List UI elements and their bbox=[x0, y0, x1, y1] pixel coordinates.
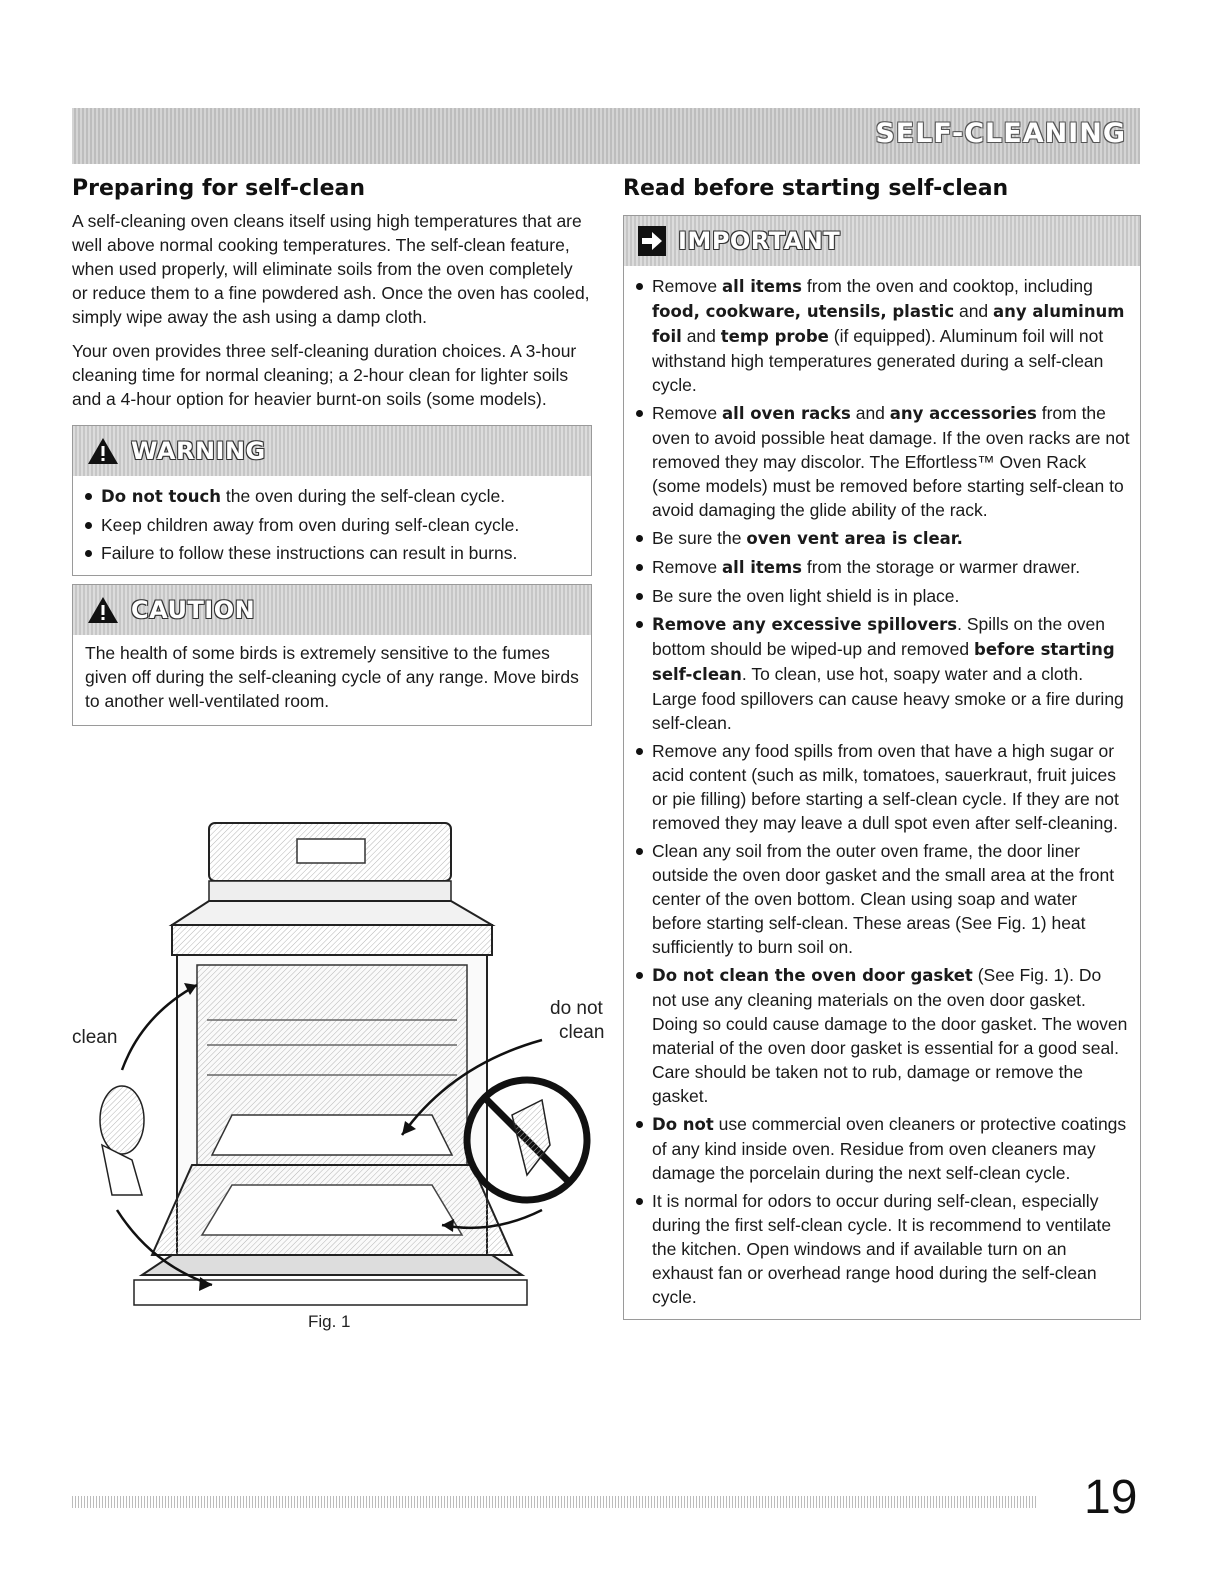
caution-header bbox=[73, 585, 591, 635]
important-item: Be sure the oven light shield is in place. bbox=[636, 584, 1130, 608]
important-item: It is normal for odors to occur during self-clean, especially during the first self-clean cycle. It is recommend to ventilate the kitchen. Open windows and if available turn on an exhaust fan or overhead range hood during the self-clean cycle. bbox=[636, 1189, 1130, 1309]
warning-item: Failure to follow these instructions can result in burns. bbox=[85, 541, 581, 565]
important-item: Clean any soil from the outer oven frame, the door liner outside the oven door gasket and the small area at the front center of the oven bottom. Clean using soap and water before starting self-clean. These areas (See Fig. 1) heat sufficiently to burn soil on. bbox=[636, 839, 1130, 959]
important-item: Do not use commercial oven cleaners or protective coatings of any kind inside oven. Residue from oven cleaners may damage the porcelain during the next self-clean cycle. bbox=[636, 1112, 1130, 1185]
important-item: Be sure the oven vent area is clear. bbox=[636, 526, 1130, 551]
warning-list bbox=[73, 484, 591, 565]
warning-header bbox=[73, 426, 591, 476]
do-not-clean-label: clean bbox=[559, 1022, 605, 1043]
page-number: 19 bbox=[1084, 1471, 1138, 1524]
important-header bbox=[624, 216, 1140, 266]
do-not-label: do not bbox=[550, 998, 603, 1019]
warning-icon bbox=[87, 437, 119, 465]
caution-icon bbox=[87, 596, 119, 624]
important-item: Remove any food spills from oven that have a high sugar or acid content (such as milk, tomatoes, sauerkraut, fruit juices or pie filling) before starting a self-clean cycle. If they are not removed they may leave a dull spot even after self-cleaning. bbox=[636, 739, 1130, 835]
footer-rule bbox=[72, 1496, 1038, 1508]
intro-paragraph: A self-cleaning oven cleans itself using high temperatures that are well above normal cooking temperatures. The self-clean feature, when used properly, will eliminate soils from the oven completely or reduce them to a fine powdered ash. Once the oven has cooled, simply wipe away the ash using a damp cloth. bbox=[72, 211, 590, 327]
important-title: IMPORTANT bbox=[678, 227, 841, 255]
warning-item: Do not touch the oven during the self-clean cycle. bbox=[85, 484, 581, 509]
arrow-right-icon bbox=[638, 226, 666, 256]
caution-title: CAUTION bbox=[131, 596, 256, 624]
important-item: Remove all oven racks and any accessories from the oven to avoid possible heat damage. If the oven racks are not removed they may discolor. The Effortless™ Oven Rack (some models) must be removed before starting self-clean to avoid damaging the glide ability of the rack. bbox=[636, 401, 1130, 522]
clean-label: clean bbox=[72, 1027, 118, 1048]
important-item: Remove any excessive spillovers. Spills on the oven bottom should be wiped-up and removed before starting self-clean. To clean, use hot, soapy water and a cloth. Large food spillovers can cause heavy smoke or a fire during self-clean. bbox=[636, 612, 1130, 735]
warning-title: WARNING bbox=[131, 437, 266, 465]
important-list bbox=[624, 274, 1140, 1309]
duration-paragraph: Your oven provides three self-cleaning duration choices. A 3-hour cleaning time for normal cleaning; a 2-hour clean for lighter soils and a 4-hour option for heavier burnt-on soils (some models). bbox=[72, 341, 577, 409]
important-item: Do not clean the oven door gasket (See Fig. 1). Do not use any cleaning materials on the oven door gasket. Doing so could cause damage to the door gasket. The woven material of the oven door gasket is essential for a good seal. Care should be taken not to rub, damage or remove the gasket. bbox=[636, 963, 1130, 1108]
warning-item: Keep children away from oven during self-clean cycle. bbox=[85, 513, 581, 537]
important-item: Remove all items from the oven and cooktop, including food, cookware, utensils, plastic and any aluminum foil and temp probe (if equipped). Aluminum foil will not withstand high temperatures generated during a self-clean cycle. bbox=[636, 274, 1130, 397]
important-item: Remove all items from the storage or warmer drawer. bbox=[636, 555, 1130, 580]
oven-illustration bbox=[72, 815, 612, 1345]
read-before-heading: Read before starting self-clean bbox=[623, 176, 1009, 201]
section-title: SELF-CLEANING bbox=[875, 118, 1126, 149]
important-box bbox=[623, 215, 1141, 1320]
warning-box bbox=[72, 425, 592, 576]
figure-caption: Fig. 1 bbox=[308, 1312, 351, 1331]
left-column bbox=[72, 176, 592, 726]
caution-text: The health of some birds is extremely sensitive to the fumes given off during the self-cleaning cycle of any range. Move birds to another well-ventilated room. bbox=[85, 643, 579, 711]
section-banner bbox=[72, 108, 1140, 164]
right-column bbox=[623, 176, 1141, 1320]
oven-figure bbox=[72, 815, 612, 1345]
preparing-heading: Preparing for self-clean bbox=[72, 176, 366, 201]
caution-box bbox=[72, 584, 592, 726]
